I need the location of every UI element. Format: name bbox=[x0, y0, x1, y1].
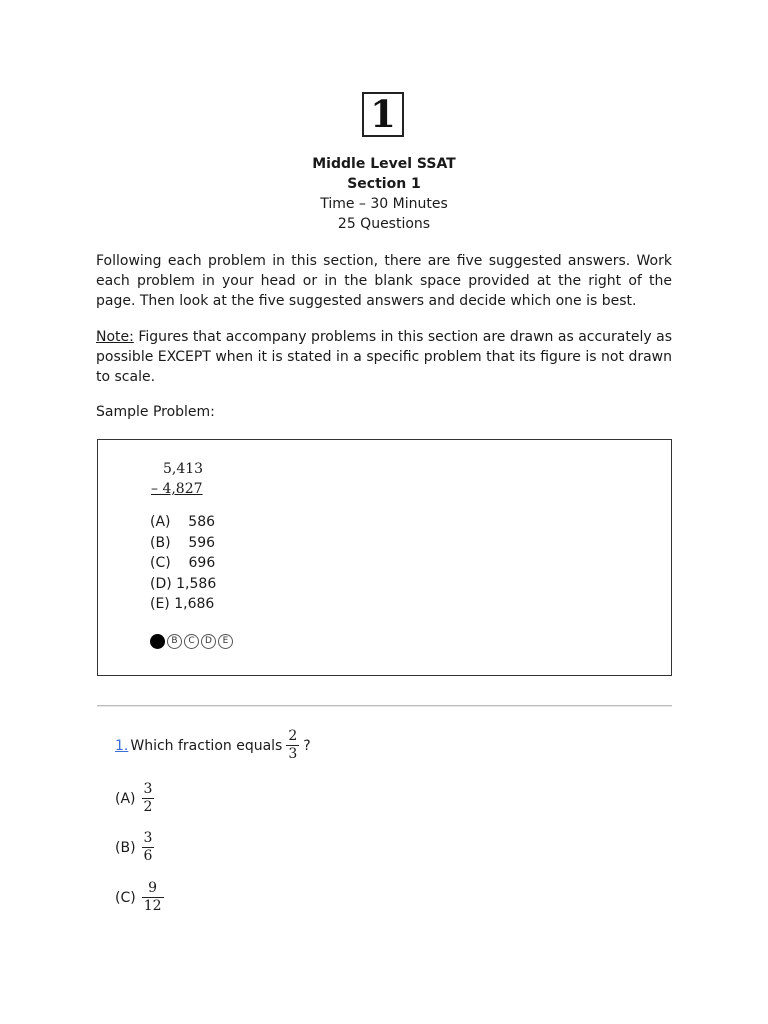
sample-choice: (C) 696 bbox=[150, 555, 216, 571]
option-c bbox=[115, 880, 168, 915]
option-label: (B) bbox=[115, 839, 136, 856]
note-paragraph bbox=[96, 327, 672, 387]
fraction-denominator: 12 bbox=[143, 898, 162, 914]
option-a bbox=[115, 781, 158, 816]
section-number-badge: 1 bbox=[362, 92, 404, 137]
question-number-link[interactable]: 1. bbox=[115, 737, 129, 754]
question-text: Which fraction equals bbox=[130, 737, 283, 754]
option-b bbox=[115, 830, 158, 865]
bubble-d: D bbox=[201, 634, 216, 649]
fraction-numerator: 3 bbox=[143, 781, 153, 797]
fraction-denominator: 6 bbox=[143, 848, 153, 864]
bubble-b: B bbox=[167, 634, 182, 649]
section-header bbox=[0, 154, 768, 234]
note-text: Figures that accompany problems in this section are drawn as accurately as possible EXCEPT when it is stated in a specific problem that its figure is not drawn to scale. bbox=[96, 329, 672, 385]
sample-choice: (D) 1,586 bbox=[150, 575, 217, 592]
instructions-paragraph: Following each problem in this section, there are five suggested answers. Work each problem in your head or in the blank space provided at the right of the page. Then look at the five suggested answers and decide which one is best. bbox=[96, 253, 672, 309]
fraction-numerator: 3 bbox=[143, 830, 153, 846]
minuend: 5,413 bbox=[163, 461, 204, 477]
fraction-numerator: 2 bbox=[288, 728, 298, 744]
sample-problem-label: Sample Problem: bbox=[96, 404, 215, 420]
fraction-numerator: 9 bbox=[148, 880, 158, 896]
fraction-denominator: 3 bbox=[288, 746, 298, 762]
question-suffix: ? bbox=[303, 737, 311, 754]
sample-choice: (A) 586 bbox=[150, 514, 216, 530]
option-fraction bbox=[142, 830, 155, 865]
answer-bubbles bbox=[150, 634, 233, 649]
bubble-a-filled bbox=[150, 634, 165, 649]
option-label: (A) bbox=[115, 790, 136, 807]
bubble-e: E bbox=[218, 634, 233, 649]
note-label: Note: bbox=[96, 329, 134, 345]
question-1 bbox=[115, 728, 311, 763]
bubble-c: C bbox=[184, 634, 199, 649]
test-title: Middle Level SSAT bbox=[312, 156, 456, 172]
time-limit: Time – 30 Minutes bbox=[320, 196, 448, 212]
question-fraction bbox=[286, 728, 299, 763]
question-count: 25 Questions bbox=[337, 216, 431, 232]
section-divider bbox=[97, 705, 672, 707]
fraction-denominator: 2 bbox=[143, 799, 153, 815]
option-fraction bbox=[142, 880, 164, 915]
section-title: Section 1 bbox=[347, 176, 421, 192]
subtraction-problem bbox=[151, 459, 203, 499]
subtrahend: – 4,827 bbox=[151, 481, 203, 497]
option-label: (C) bbox=[115, 889, 136, 906]
sample-choice: (E) 1,686 bbox=[150, 596, 215, 612]
sample-choice: (B) 596 bbox=[150, 534, 216, 551]
sample-answer-choices bbox=[150, 512, 216, 615]
sample-problem-box bbox=[97, 439, 672, 676]
option-fraction bbox=[142, 781, 155, 816]
